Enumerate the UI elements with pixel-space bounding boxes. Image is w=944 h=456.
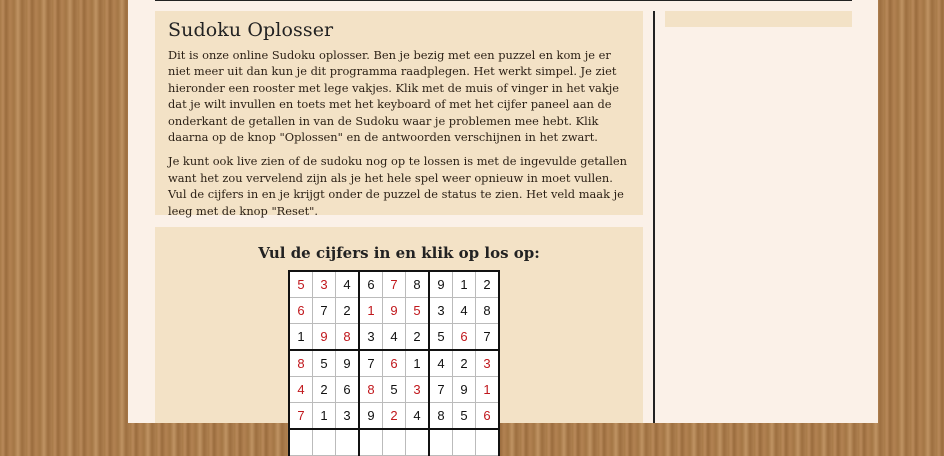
grid-row (289, 298, 499, 324)
sudoku-cell-r3c6[interactable]: 2 (406, 324, 430, 351)
sudoku-cell-r1c5[interactable]: 7 (383, 271, 406, 298)
solver-heading: Vul de cijfers in en klik op los op: (258, 244, 540, 262)
sudoku-cell-r4c7[interactable]: 4 (429, 350, 453, 377)
sudoku-cell-r3c1[interactable]: 1 (289, 324, 313, 351)
grid-row (289, 350, 499, 377)
sudoku-cell-r6c3[interactable]: 3 (336, 403, 360, 430)
sudoku-cell-r6c7[interactable]: 8 (429, 403, 453, 430)
sudoku-cell-r6c9[interactable]: 6 (476, 403, 500, 430)
sudoku-cell-r6c4[interactable]: 9 (359, 403, 383, 430)
sudoku-cell-r7c9[interactable] (476, 429, 500, 456)
header-rule (155, 0, 852, 1)
sudoku-cell-r6c6[interactable]: 4 (406, 403, 430, 430)
sudoku-cell-r1c2[interactable]: 3 (313, 271, 336, 298)
sudoku-cell-r2c2[interactable]: 7 (313, 298, 336, 324)
sudoku-cell-r4c3[interactable]: 9 (336, 350, 360, 377)
sudoku-cell-r2c1[interactable]: 6 (289, 298, 313, 324)
sudoku-cell-r5c8[interactable]: 9 (453, 377, 476, 403)
sudoku-cell-r4c4[interactable]: 7 (359, 350, 383, 377)
grid-row (289, 271, 499, 298)
sudoku-cell-r1c3[interactable]: 4 (336, 271, 360, 298)
sudoku-cell-r5c4[interactable]: 8 (359, 377, 383, 403)
sudoku-cell-r2c5[interactable]: 9 (383, 298, 406, 324)
sudoku-cell-r5c5[interactable]: 5 (383, 377, 406, 403)
sudoku-cell-r4c6[interactable]: 1 (406, 350, 430, 377)
sudoku-cell-r6c5[interactable]: 2 (383, 403, 406, 430)
page-title: Sudoku Oplosser (168, 19, 334, 41)
sudoku-cell-r2c3[interactable]: 2 (336, 298, 360, 324)
sudoku-cell-r3c2[interactable]: 9 (313, 324, 336, 351)
sudoku-cell-r7c4[interactable] (359, 429, 383, 456)
sudoku-cell-r2c4[interactable]: 1 (359, 298, 383, 324)
sudoku-cell-r3c9[interactable]: 7 (476, 324, 500, 351)
sudoku-cell-r3c7[interactable]: 5 (429, 324, 453, 351)
grid-row (289, 377, 499, 403)
solver-panel (155, 227, 643, 423)
sudoku-grid (288, 270, 500, 456)
sudoku-cell-r4c2[interactable]: 5 (313, 350, 336, 377)
grid-row (289, 403, 499, 430)
sidebar-panel (665, 11, 852, 27)
sudoku-cell-r5c6[interactable]: 3 (406, 377, 430, 403)
sudoku-cell-r1c7[interactable]: 9 (429, 271, 453, 298)
sudoku-cell-r1c9[interactable]: 2 (476, 271, 500, 298)
sudoku-cell-r2c6[interactable]: 5 (406, 298, 430, 324)
sudoku-cell-r5c3[interactable]: 6 (336, 377, 360, 403)
sudoku-cell-r3c4[interactable]: 3 (359, 324, 383, 351)
sudoku-cell-r4c8[interactable]: 2 (453, 350, 476, 377)
sudoku-cell-r7c3[interactable] (336, 429, 360, 456)
sudoku-cell-r2c9[interactable]: 8 (476, 298, 500, 324)
sudoku-cell-r4c1[interactable]: 8 (289, 350, 313, 377)
grid-row (289, 324, 499, 351)
sudoku-cell-r7c5[interactable] (383, 429, 406, 456)
sudoku-cell-r5c7[interactable]: 7 (429, 377, 453, 403)
intro-paragraph-1: Dit is onze online Sudoku oplosser. Ben je bezig met een puzzel en kom je er niet meer uit dan kun je dit programma raadplegen. Het werkt simpel. Je ziet hieronder een rooster met lege vakjes. Klik met de muis of vinger in het vakje dat je wilt invullen en toets met het keyboard of met het cijfer paneel aan de onderkant de getallen in van de Sudoku waar je problemen mee hebt. Klik daarna op de knop "Oplossen" en de antwoorden verschijnen in het zwart. (168, 48, 619, 145)
sudoku-cell-r1c1[interactable]: 5 (289, 271, 313, 298)
sudoku-cell-r3c5[interactable]: 4 (383, 324, 406, 351)
column-divider (653, 11, 655, 423)
sudoku-cell-r1c8[interactable]: 1 (453, 271, 476, 298)
sudoku-cell-r1c4[interactable]: 6 (359, 271, 383, 298)
sudoku-cell-r5c9[interactable]: 1 (476, 377, 500, 403)
sudoku-cell-r2c8[interactable]: 4 (453, 298, 476, 324)
sudoku-cell-r6c2[interactable]: 1 (313, 403, 336, 430)
intro-paragraph-2: Je kunt ook live zien of de sudoku nog op te lossen is met de ingevulde getallen want het zou vervelend zijn als je het hele spel weer opnieuw in moet vullen. Vul de cijfers in en je krijgt onder de puzzel de status te zien. Het veld maak je leeg met de knop "Reset". (168, 154, 627, 218)
sudoku-cell-r6c1[interactable]: 7 (289, 403, 313, 430)
sudoku-cell-r4c9[interactable]: 3 (476, 350, 500, 377)
sudoku-cell-r5c2[interactable]: 2 (313, 377, 336, 403)
sudoku-cell-r7c7[interactable] (429, 429, 453, 456)
sudoku-cell-r2c7[interactable]: 3 (429, 298, 453, 324)
sudoku-cell-r7c2[interactable] (313, 429, 336, 456)
sudoku-cell-r5c1[interactable]: 4 (289, 377, 313, 403)
sudoku-cell-r3c8[interactable]: 6 (453, 324, 476, 351)
grid-row (289, 429, 499, 456)
sudoku-cell-r4c5[interactable]: 6 (383, 350, 406, 377)
sudoku-cell-r7c1[interactable] (289, 429, 313, 456)
sudoku-cell-r6c8[interactable]: 5 (453, 403, 476, 430)
sudoku-cell-r7c6[interactable] (406, 429, 430, 456)
sudoku-cell-r3c3[interactable]: 8 (336, 324, 360, 351)
sudoku-cell-r7c8[interactable] (453, 429, 476, 456)
sudoku-cell-r1c6[interactable]: 8 (406, 271, 430, 298)
intro-panel (155, 11, 643, 218)
